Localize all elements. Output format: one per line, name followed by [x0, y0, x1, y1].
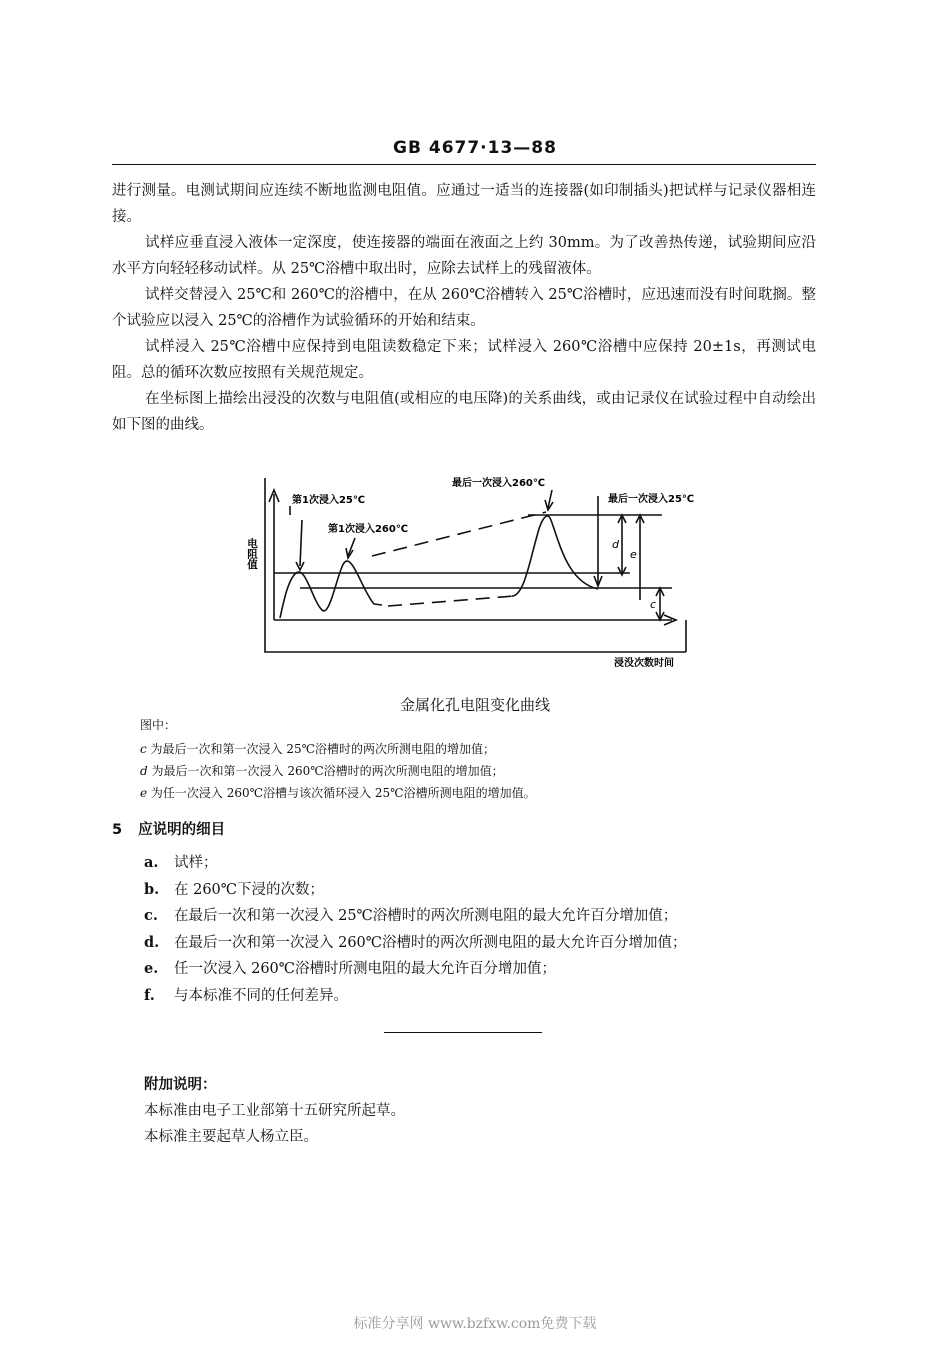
dim-label-e: e: [630, 548, 637, 561]
dim-label-c: c: [650, 598, 657, 611]
legend-item-e: e 为任一次浸入 260℃浴槽与该次循环浸入 25℃浴槽所测电阻的增加值。: [140, 786, 536, 800]
list-item: e. 任一次浸入 260℃浴槽时所测电阻的最大允许百分增加值；: [144, 960, 557, 977]
list-item: b. 在 260℃下浸的次数；: [144, 880, 325, 898]
dashed-trend-low: [388, 596, 514, 606]
document-code-header: GB 4677·13—88: [393, 138, 557, 158]
label-first-25: 第1次浸入25℃: [292, 495, 365, 506]
additional-notes-title: 附加说明：: [144, 1077, 217, 1093]
resistance-curve-end: [512, 516, 598, 596]
legend-item-d: d 为最后一次和第一次浸入 260℃浴槽时的两次所测电阻的增加值；: [140, 764, 504, 778]
footer-watermark: 标准分享网 www.bzfxw.com免费下载: [353, 1316, 597, 1332]
end-rule: [384, 1032, 542, 1033]
paragraph-4: 试样浸入 25℃浴槽中应保持到电阻读数稳定下来；试样浸入 260℃浴槽中应保持 20±1s，再测试电阻。总的循环次数应按照有关规范规定。: [112, 339, 816, 381]
label-last-25: 最后一次浸入25℃: [608, 494, 695, 505]
legend-item-c: c 为最后一次和第一次浸入 25℃浴槽时的两次所测电阻的增加值；: [140, 742, 496, 756]
paragraph-1: 进行测量。电测试期间应连续不断地监测电阻值。应通过一适当的连接器(如印制插头)把试样与记录仪器相连接。: [112, 183, 816, 225]
additional-line: 本标准由电子工业部第十五研究所起草。: [144, 1103, 405, 1119]
arrow-first-25: [290, 506, 302, 566]
paragraph-5: 在坐标图上描绘出浸没的次数与电阻值(或相应的电压降)的关系曲线，或由记录仪在试验过程中自动绘出如下图的曲线。: [112, 391, 816, 433]
figure-caption: 金属化孔电阻变化曲线: [399, 696, 550, 714]
y-axis-label: 电阻值: [246, 538, 258, 570]
list-item: d. 在最后一次和第一次浸入 260℃浴槽时的两次所测电阻的最大允许百分增加值；: [144, 933, 687, 951]
list-item: c. 在最后一次和第一次浸入 25℃浴槽时的两次所测电阻的最大允许百分增加值；: [144, 907, 678, 924]
paragraph-3: 试样交替浸入 25℃和 260℃的浴槽中，在从 260℃浴槽转入 25℃浴槽时，应迅速而没有时间耽搁。整个试验应以浸入 25℃的浴槽作为试验循环的开始和结束。: [112, 287, 816, 329]
list-item: a. 试样；: [144, 854, 218, 871]
paragraph-2: 试样应垂直浸入液体一定深度，使连接器的端面在液面之上约 30mm。为了改善热传递，试验期间应沿水平方向轻轻移动试样。从 25℃浴槽中取出时，应除去试样上的残留液体。: [112, 235, 816, 277]
additional-line: 本标准主要起草人杨立臣。: [144, 1129, 318, 1145]
section-5-list: [144, 850, 687, 1009]
additional-notes: [144, 1072, 405, 1150]
label-last-260: 最后一次浸入260℃: [452, 478, 545, 489]
dim-label-d: d: [612, 538, 619, 551]
label-first-260: 第1次浸入260℃: [328, 524, 408, 535]
x-axis-label: 浸没次数时间: [614, 658, 674, 669]
legend-title: 图中：: [140, 718, 177, 732]
resistance-curve-start: [280, 561, 382, 618]
list-item: f. 与本标准不同的任何差异。: [144, 986, 348, 1004]
section-5-heading: 5 应说明的细目: [112, 822, 226, 838]
